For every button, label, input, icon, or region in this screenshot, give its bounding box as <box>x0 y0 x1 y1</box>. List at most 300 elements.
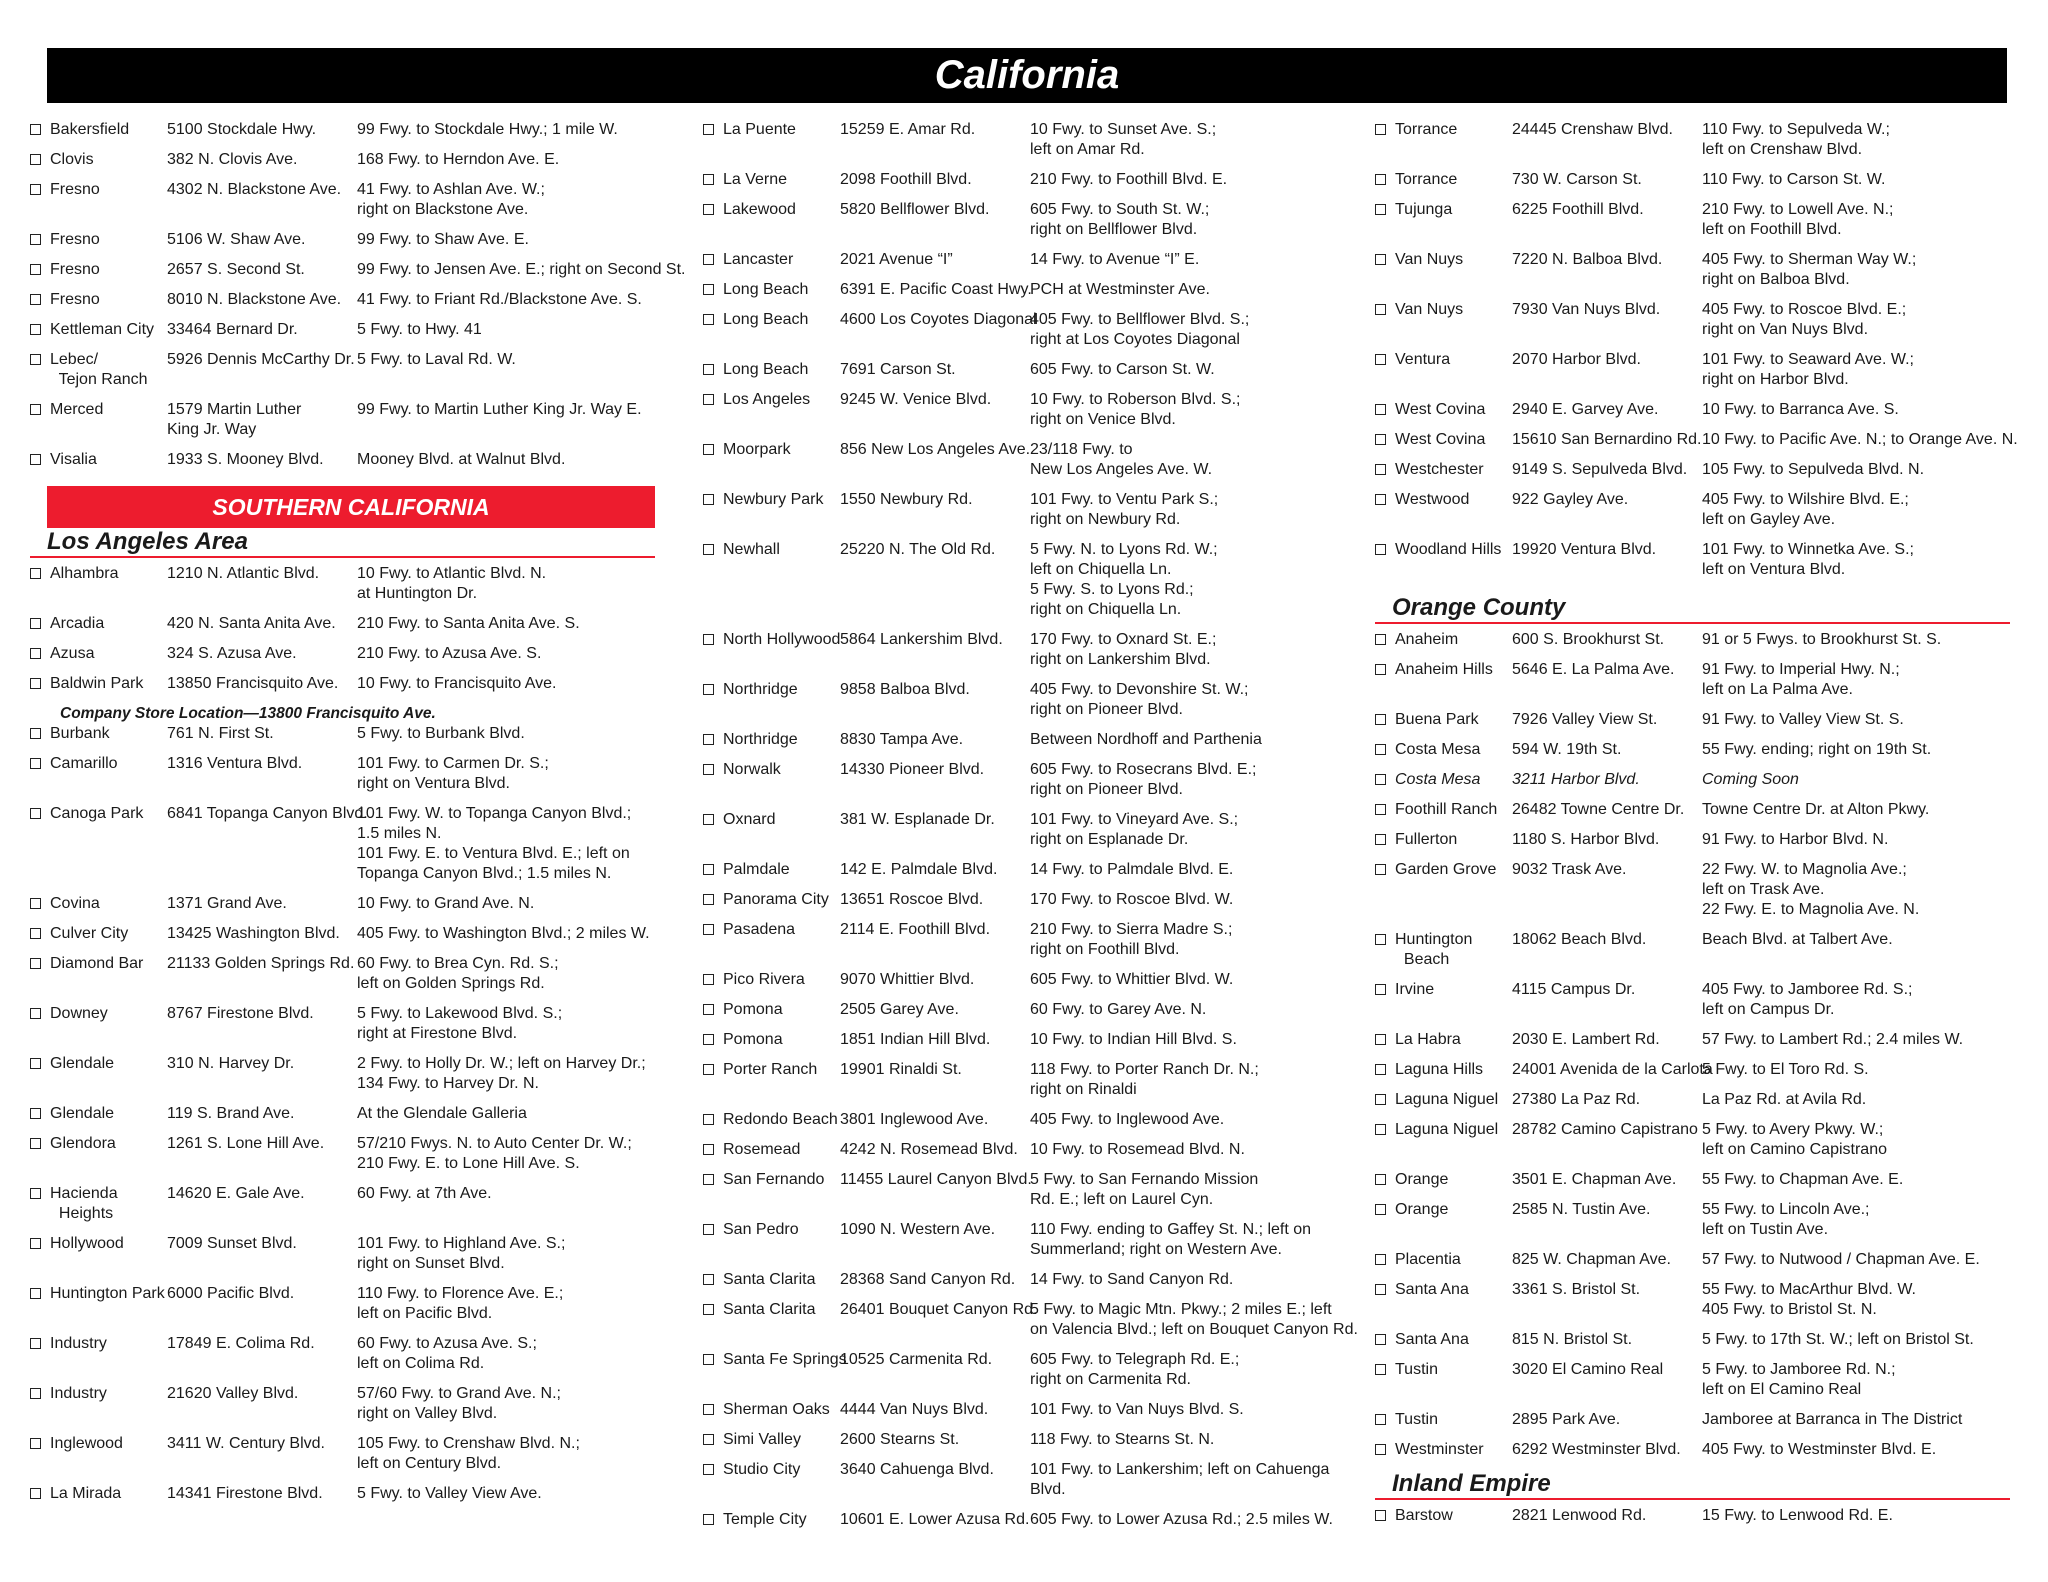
store-city: Fresno <box>50 181 100 198</box>
store-checkbox[interactable] <box>30 1288 41 1299</box>
store-directions: 605 Fwy. to Lower Azusa Rd.; 2.5 miles W. <box>1030 1511 1333 1528</box>
store-city: Laguna Niguel <box>1395 1121 1499 1138</box>
store-row <box>30 1234 666 1284</box>
store-checkbox[interactable] <box>30 958 41 969</box>
store-checkbox[interactable] <box>703 1144 714 1155</box>
store-checkbox[interactable] <box>1375 934 1386 945</box>
store-city: Placentia <box>1395 1251 1461 1268</box>
store-row <box>30 120 666 150</box>
store-address: 24001 Avenida de la Carlota <box>1512 1061 1713 1078</box>
store-city: Canoga Park <box>50 805 144 822</box>
store-directions: 210 Fwy. to Sierra Madre S.; right on Foothill Blvd. <box>1030 921 1233 958</box>
store-checkbox[interactable] <box>30 1008 41 1019</box>
store-address: 2114 E. Foothill Blvd. <box>840 921 991 938</box>
store-city: Hacienda Heights <box>50 1185 118 1222</box>
store-checkbox[interactable] <box>30 1338 41 1349</box>
store-checkbox[interactable] <box>1375 304 1386 315</box>
store-city: Westchester <box>1395 461 1484 478</box>
store-row <box>703 200 1348 250</box>
store-address: 14341 Firestone Blvd. <box>167 1485 323 1502</box>
store-directions: 60 Fwy. to Brea Cyn. Rd. S.; left on Golden Springs Rd. <box>357 955 559 992</box>
store-row <box>1375 830 2015 860</box>
store-row <box>1375 740 2015 770</box>
inland-empire-heading: Inland Empire <box>1375 1470 2010 1500</box>
store-directions: 605 Fwy. to Carson St. W. <box>1030 361 1215 378</box>
store-address: 14620 E. Gale Ave. <box>167 1185 305 1202</box>
store-directions: 60 Fwy. to Azusa Ave. S.; left on Colima Rd. <box>357 1335 537 1372</box>
store-checkbox[interactable] <box>703 1114 714 1125</box>
store-directions: La Paz Rd. at Avila Rd. <box>1702 1091 1867 1108</box>
store-checkbox[interactable] <box>30 1108 41 1119</box>
store-row <box>30 754 666 804</box>
store-checkbox[interactable] <box>30 124 41 135</box>
store-checkbox[interactable] <box>1375 744 1386 755</box>
store-checkbox[interactable] <box>703 1274 714 1285</box>
store-directions: 10 Fwy. to Pacific Ave. N.; to Orange Ave. N. <box>1702 431 2018 448</box>
store-row <box>1375 1330 2015 1360</box>
store-checkbox[interactable] <box>1375 1284 1386 1295</box>
store-row <box>703 490 1348 540</box>
store-checkbox[interactable] <box>1375 254 1386 265</box>
store-address: 5646 E. La Palma Ave. <box>1512 661 1675 678</box>
store-city: Tustin <box>1395 1361 1438 1378</box>
store-checkbox[interactable] <box>1375 1334 1386 1345</box>
store-row <box>703 1270 1348 1300</box>
store-checkbox[interactable] <box>1375 204 1386 215</box>
store-city: Pico Rivera <box>723 971 805 988</box>
store-address: 3361 S. Bristol St. <box>1512 1281 1641 1298</box>
store-address: 761 N. First St. <box>167 725 274 742</box>
store-checkbox[interactable] <box>703 924 714 935</box>
store-address: 10601 E. Lower Azusa Rd. <box>840 1511 1030 1528</box>
store-checkbox[interactable] <box>703 1224 714 1235</box>
store-directions: 5 Fwy. to El Toro Rd. S. <box>1702 1061 1869 1078</box>
store-checkbox[interactable] <box>30 678 41 689</box>
store-city: La Verne <box>723 171 788 188</box>
store-address: 19920 Ventura Blvd. <box>1512 541 1657 558</box>
store-row <box>703 1510 1348 1540</box>
store-directions: 10 Fwy. to Grand Ave. N. <box>357 895 535 912</box>
store-directions: 405 Fwy. to Bellflower Blvd. S.; right at Los Coyotes Diagonal <box>1030 311 1250 348</box>
store-row <box>1375 400 2015 430</box>
store-address: 33464 Bernard Dr. <box>167 321 298 338</box>
store-directions: 5 Fwy. to Burbank Blvd. <box>357 725 525 742</box>
store-row <box>1375 460 2015 490</box>
store-directions: 57/60 Fwy. to Grand Ave. N.; right on Valley Blvd. <box>357 1385 561 1422</box>
store-directions: 210 Fwy. to Santa Anita Ave. S. <box>357 615 580 632</box>
store-row <box>703 760 1348 810</box>
store-checkbox[interactable] <box>30 648 41 659</box>
store-checkbox[interactable] <box>1375 1444 1386 1455</box>
store-city: Santa Fe Springs <box>723 1351 847 1368</box>
store-checkbox[interactable] <box>703 1174 714 1185</box>
store-checkbox[interactable] <box>30 264 41 275</box>
store-address: 1261 S. Lone Hill Ave. <box>167 1135 325 1152</box>
store-row <box>1375 1410 2015 1440</box>
store-checkbox[interactable] <box>30 184 41 195</box>
store-row <box>30 180 666 230</box>
store-checkbox[interactable] <box>703 1304 714 1315</box>
store-checkbox[interactable] <box>30 294 41 305</box>
store-checkbox[interactable] <box>703 544 714 555</box>
store-checkbox[interactable] <box>1375 464 1386 475</box>
store-city: La Habra <box>1395 1031 1461 1048</box>
store-checkbox[interactable] <box>1375 174 1386 185</box>
store-address: 6391 E. Pacific Coast Hwy. <box>840 281 1032 298</box>
store-city: Glendora <box>50 1135 116 1152</box>
store-checkbox[interactable] <box>703 284 714 295</box>
store-checkbox[interactable] <box>1375 1510 1386 1521</box>
store-directions: 405 Fwy. to Washington Blvd.; 2 miles W. <box>357 925 650 942</box>
store-checkbox[interactable] <box>703 204 714 215</box>
store-address: 14330 Pioneer Blvd. <box>840 761 985 778</box>
store-address: 1851 Indian Hill Blvd. <box>840 1031 991 1048</box>
store-directions: 405 Fwy. to Sherman Way W.; right on Balboa Blvd. <box>1702 251 1917 288</box>
store-directions: 118 Fwy. to Stearns St. N. <box>1030 1431 1215 1448</box>
store-city: Santa Clarita <box>723 1271 816 1288</box>
store-address: 2600 Stearns St. <box>840 1431 960 1448</box>
store-address: 856 New Los Angeles Ave. <box>840 441 1031 458</box>
store-city: Fullerton <box>1395 831 1458 848</box>
store-city: Lebec/ Tejon Ranch <box>50 351 148 388</box>
store-directions: 5 Fwy. to Jamboree Rd. N.; left on El Camino Real <box>1702 1361 1896 1398</box>
store-directions: 23/118 Fwy. to New Los Angeles Ave. W. <box>1030 441 1213 478</box>
store-address: 815 N. Bristol St. <box>1512 1331 1633 1348</box>
store-address: 21133 Golden Springs Rd. <box>167 955 355 972</box>
store-checkbox[interactable] <box>703 1434 714 1445</box>
store-address: 4444 Van Nuys Blvd. <box>840 1401 989 1418</box>
store-checkbox[interactable] <box>703 1034 714 1045</box>
store-directions: 605 Fwy. to Telegraph Rd. E.; right on Carmenita Rd. <box>1030 1351 1240 1388</box>
store-checkbox[interactable] <box>1375 714 1386 725</box>
store-row <box>1375 170 2015 200</box>
store-directions: 110 Fwy. to Sepulveda W.; left on Crenshaw Blvd. <box>1702 121 1890 158</box>
store-checkbox[interactable] <box>1375 664 1386 675</box>
store-row <box>703 1400 1348 1430</box>
los-angeles-list-b <box>30 724 666 1514</box>
store-checkbox[interactable] <box>1375 1094 1386 1105</box>
store-checkbox[interactable] <box>30 928 41 939</box>
store-city: Glendale <box>50 1105 115 1122</box>
store-address: 6000 Pacific Blvd. <box>167 1285 295 1302</box>
store-row <box>1375 200 2015 250</box>
store-city: Long Beach <box>723 361 809 378</box>
store-row <box>1375 1030 2015 1060</box>
store-city: Hollywood <box>50 1235 124 1252</box>
store-row <box>30 1334 666 1384</box>
store-city: Laguna Niguel <box>1395 1091 1499 1108</box>
store-checkbox[interactable] <box>703 1514 714 1525</box>
store-row <box>1375 980 2015 1030</box>
store-city: Tujunga <box>1395 201 1453 218</box>
store-city: Anaheim Hills <box>1395 661 1493 678</box>
store-row <box>1375 1250 2015 1280</box>
store-row <box>1375 350 2015 400</box>
store-city: Huntington Beach <box>1395 931 1473 968</box>
store-checkbox[interactable] <box>703 634 714 645</box>
store-checkbox[interactable] <box>1375 544 1386 555</box>
store-directions: 14 Fwy. to Palmdale Blvd. E. <box>1030 861 1234 878</box>
store-directions: 41 Fwy. to Ashlan Ave. W.; right on Blackstone Ave. <box>357 181 545 218</box>
store-row <box>703 860 1348 890</box>
store-address: 1933 S. Mooney Blvd. <box>167 451 324 468</box>
store-checkbox[interactable] <box>1375 774 1386 785</box>
store-address: 10525 Carmenita Rd. <box>840 1351 993 1368</box>
store-city: Pomona <box>723 1031 783 1048</box>
store-row <box>703 1000 1348 1030</box>
store-directions: 118 Fwy. to Porter Ranch Dr. N.; right on Rinaldi <box>1030 1061 1259 1098</box>
store-checkbox[interactable] <box>30 898 41 909</box>
store-address: 9245 W. Venice Blvd. <box>840 391 992 408</box>
store-address: 6225 Foothill Blvd. <box>1512 201 1644 218</box>
store-city: Westwood <box>1395 491 1470 508</box>
store-checkbox[interactable] <box>30 728 41 739</box>
store-checkbox[interactable] <box>1375 124 1386 135</box>
store-checkbox[interactable] <box>30 154 41 165</box>
store-row <box>30 1384 666 1434</box>
store-checkbox[interactable] <box>703 1354 714 1365</box>
store-city: Huntington Park <box>50 1285 165 1302</box>
store-directions: 91 or 5 Fwys. to Brookhurst St. S. <box>1702 631 1942 648</box>
store-address: 6292 Westminster Blvd. <box>1512 1441 1681 1458</box>
store-checkbox[interactable] <box>1375 354 1386 365</box>
store-checkbox[interactable] <box>30 1438 41 1449</box>
store-directions: 5 Fwy. to Lakewood Blvd. S.; right at Firestone Blvd. <box>357 1005 563 1042</box>
store-checkbox[interactable] <box>30 808 41 819</box>
store-city: Alhambra <box>50 565 119 582</box>
store-checkbox[interactable] <box>1375 1174 1386 1185</box>
store-row <box>30 1104 666 1134</box>
store-city: Studio City <box>723 1461 801 1478</box>
store-address: 15610 San Bernardino Rd. <box>1512 431 1702 448</box>
store-checkbox[interactable] <box>703 974 714 985</box>
store-city: Costa Mesa <box>1395 771 1481 788</box>
store-city: Pomona <box>723 1001 783 1018</box>
store-city: Long Beach <box>723 281 809 298</box>
store-directions: At the Glendale Galleria <box>357 1105 527 1122</box>
store-address: 2657 S. Second St. <box>167 261 305 278</box>
store-checkbox[interactable] <box>1375 434 1386 445</box>
store-checkbox[interactable] <box>703 1004 714 1015</box>
store-address: 1550 Newbury Rd. <box>840 491 973 508</box>
store-checkbox[interactable] <box>703 494 714 505</box>
store-row <box>703 1300 1358 1350</box>
store-city: North Hollywood <box>723 631 841 648</box>
store-row <box>30 320 666 350</box>
store-city: Visalia <box>50 451 97 468</box>
store-checkbox[interactable] <box>703 444 714 455</box>
store-checkbox[interactable] <box>30 568 41 579</box>
store-checkbox[interactable] <box>1375 1204 1386 1215</box>
store-checkbox[interactable] <box>1375 1034 1386 1045</box>
store-directions: 101 Fwy. to Vineyard Ave. S.; right on Esplanade Dr. <box>1030 811 1239 848</box>
store-directions: 55 Fwy. to Lincoln Ave.; left on Tustin Ave. <box>1702 1201 1870 1238</box>
store-row <box>30 564 666 614</box>
store-checkbox[interactable] <box>703 364 714 375</box>
store-checkbox[interactable] <box>703 894 714 905</box>
store-row <box>1375 930 2015 980</box>
store-address: 8767 Firestone Blvd. <box>167 1005 314 1022</box>
store-checkbox[interactable] <box>703 1464 714 1475</box>
store-directions: 2 Fwy. to Holly Dr. W.; left on Harvey Dr.; 134 Fwy. to Harvey Dr. N. <box>357 1055 646 1092</box>
store-city: Torrance <box>1395 171 1458 188</box>
store-checkbox[interactable] <box>30 618 41 629</box>
store-city: Bakersfield <box>50 121 130 138</box>
store-directions: 110 Fwy. to Carson St. W. <box>1702 171 1886 188</box>
store-checkbox[interactable] <box>703 314 714 325</box>
store-directions: Beach Blvd. at Talbert Ave. <box>1702 931 1893 948</box>
store-checkbox[interactable] <box>30 1138 41 1149</box>
store-row <box>1375 630 2015 660</box>
store-address: 1210 N. Atlantic Blvd. <box>167 565 320 582</box>
store-checkbox[interactable] <box>30 1058 41 1069</box>
store-directions: 99 Fwy. to Shaw Ave. E. <box>357 231 529 248</box>
store-directions: 110 Fwy. ending to Gaffey St. N.; left on Summerland; right on Western Ave. <box>1030 1221 1312 1258</box>
store-checkbox[interactable] <box>703 814 714 825</box>
store-address: 11455 Laurel Canyon Blvd. <box>840 1171 1032 1188</box>
store-directions: 405 Fwy. to Westminster Blvd. E. <box>1702 1441 1937 1458</box>
store-row <box>703 310 1348 360</box>
store-city: Kettleman City <box>50 321 155 338</box>
store-address: 3501 E. Chapman Ave. <box>1512 1171 1677 1188</box>
store-address: 9070 Whittier Blvd. <box>840 971 975 988</box>
store-directions: 55 Fwy. to Chapman Ave. E. <box>1702 1171 1904 1188</box>
store-directions: 99 Fwy. to Jensen Ave. E.; right on Second St. <box>357 261 686 278</box>
store-address: 5100 Stockdale Hwy. <box>167 121 317 138</box>
store-address: 2505 Garey Ave. <box>840 1001 959 1018</box>
store-address: 13651 Roscoe Blvd. <box>840 891 984 908</box>
store-checkbox[interactable] <box>703 684 714 695</box>
store-city: Oxnard <box>723 811 776 828</box>
store-city: Santa Ana <box>1395 1281 1469 1298</box>
store-checkbox[interactable] <box>1375 494 1386 505</box>
store-checkbox[interactable] <box>703 254 714 265</box>
store-row <box>1375 710 2015 740</box>
store-checkbox[interactable] <box>30 1188 41 1199</box>
store-directions: 10 Fwy. to Rosemead Blvd. N. <box>1030 1141 1245 1158</box>
store-row <box>1375 430 2018 460</box>
store-directions: 605 Fwy. to South St. W.; right on Bellflower Blvd. <box>1030 201 1210 238</box>
store-address: 13425 Washington Blvd. <box>167 925 340 942</box>
store-checkbox[interactable] <box>30 324 41 335</box>
store-address: 7930 Van Nuys Blvd. <box>1512 301 1661 318</box>
central-california-list <box>30 120 686 480</box>
store-city: Ventura <box>1395 351 1451 368</box>
store-checkbox[interactable] <box>30 454 41 465</box>
store-city: Long Beach <box>723 311 809 328</box>
store-checkbox[interactable] <box>1375 804 1386 815</box>
store-city: Van Nuys <box>1395 301 1464 318</box>
store-directions: 405 Fwy. to Devonshire St. W.; right on Pioneer Blvd. <box>1030 681 1249 718</box>
store-checkbox[interactable] <box>1375 984 1386 995</box>
store-city: Baldwin Park <box>50 675 144 692</box>
store-address: 594 W. 19th St. <box>1512 741 1622 758</box>
store-city: Arcadia <box>50 615 105 632</box>
store-city: Newbury Park <box>723 491 824 508</box>
store-checkbox[interactable] <box>1375 864 1386 875</box>
los-angeles-list-a <box>30 564 666 704</box>
store-checkbox[interactable] <box>30 354 41 365</box>
store-directions: 14 Fwy. to Sand Canyon Rd. <box>1030 1271 1234 1288</box>
store-checkbox[interactable] <box>703 734 714 745</box>
store-checkbox[interactable] <box>1375 404 1386 415</box>
store-address: 4242 N. Rosemead Blvd. <box>840 1141 1018 1158</box>
store-directions: 10 Fwy. to Francisquito Ave. <box>357 675 557 692</box>
store-address: 5864 Lankershim Blvd. <box>840 631 1003 648</box>
store-checkbox[interactable] <box>30 1488 41 1499</box>
store-checkbox[interactable] <box>1375 1414 1386 1425</box>
store-city: Lancaster <box>723 251 794 268</box>
store-city: Redondo Beach <box>723 1111 838 1128</box>
store-directions: 5 Fwy. to Laval Rd. W. <box>357 351 516 368</box>
store-directions: 55 Fwy. to MacArthur Blvd. W. 405 Fwy. to Bristol St. N. <box>1702 1281 1916 1318</box>
store-row <box>1375 1170 2015 1200</box>
store-city: Inglewood <box>50 1435 123 1452</box>
store-directions: 101 Fwy. W. to Topanga Canyon Blvd.; 1.5 miles N. 101 Fwy. E. to Ventura Blvd. E.; left on Topanga Canyon Blvd.; 1.5 miles N. <box>357 805 632 882</box>
store-checkbox[interactable] <box>30 404 41 415</box>
store-checkbox[interactable] <box>1375 1124 1386 1135</box>
store-address: 5926 Dennis McCarthy Dr. <box>167 351 355 368</box>
store-checkbox[interactable] <box>1375 1364 1386 1375</box>
store-row <box>703 280 1348 310</box>
store-address: 9032 Trask Ave. <box>1512 861 1627 878</box>
store-address: 28368 Sand Canyon Rd. <box>840 1271 1016 1288</box>
store-row <box>1375 1200 2015 1250</box>
store-city: La Puente <box>723 121 796 138</box>
store-row <box>30 1484 666 1514</box>
store-checkbox[interactable] <box>30 758 41 769</box>
store-directions: 57 Fwy. to Lambert Rd.; 2.4 miles W. <box>1702 1031 1964 1048</box>
store-checkbox[interactable] <box>703 124 714 135</box>
store-checkbox[interactable] <box>703 1064 714 1075</box>
store-checkbox[interactable] <box>703 394 714 405</box>
store-checkbox[interactable] <box>1375 1064 1386 1075</box>
store-address: 3211 Harbor Blvd. <box>1512 771 1640 788</box>
store-checkbox[interactable] <box>703 764 714 775</box>
store-checkbox[interactable] <box>1375 1254 1386 1265</box>
store-checkbox[interactable] <box>30 1238 41 1249</box>
store-row <box>30 924 666 954</box>
store-directions: 22 Fwy. W. to Magnolia Ave.; left on Trask Ave. 22 Fwy. E. to Magnolia Ave. N. <box>1702 861 1920 918</box>
store-directions: 5 Fwy. N. to Lyons Rd. W.; left on Chiquella Ln. 5 Fwy. S. to Lyons Rd.; right on Chiquella Ln. <box>1030 541 1218 618</box>
column-3 <box>1375 120 2018 1536</box>
store-checkbox[interactable] <box>703 1404 714 1415</box>
store-city: Westminster <box>1395 1441 1484 1458</box>
store-address: 1090 N. Western Ave. <box>840 1221 996 1238</box>
store-address: 1371 Grand Ave. <box>167 895 287 912</box>
store-checkbox[interactable] <box>1375 834 1386 845</box>
store-checkbox[interactable] <box>30 234 41 245</box>
store-city: Orange <box>1395 1171 1449 1188</box>
store-city: Culver City <box>50 925 129 942</box>
store-row <box>1375 120 2015 170</box>
page-title-banner <box>47 48 2007 103</box>
store-directions: Mooney Blvd. at Walnut Blvd. <box>357 451 566 468</box>
store-checkbox[interactable] <box>30 1388 41 1399</box>
store-address: 3801 Inglewood Ave. <box>840 1111 989 1128</box>
store-address: 1579 Martin Luther King Jr. Way <box>167 401 302 438</box>
column-2 <box>703 120 1358 1540</box>
store-checkbox[interactable] <box>703 864 714 875</box>
store-city: Buena Park <box>1395 711 1479 728</box>
store-address: 119 S. Brand Ave. <box>167 1105 295 1122</box>
store-checkbox[interactable] <box>703 174 714 185</box>
store-directions: 101 Fwy. to Winnetka Ave. S.; left on Ventura Blvd. <box>1702 541 1914 578</box>
store-checkbox[interactable] <box>1375 634 1386 645</box>
store-row <box>703 970 1348 1000</box>
store-row <box>1375 770 2015 800</box>
store-directions: 210 Fwy. to Lowell Ave. N.; left on Foothill Blvd. <box>1702 201 1894 238</box>
